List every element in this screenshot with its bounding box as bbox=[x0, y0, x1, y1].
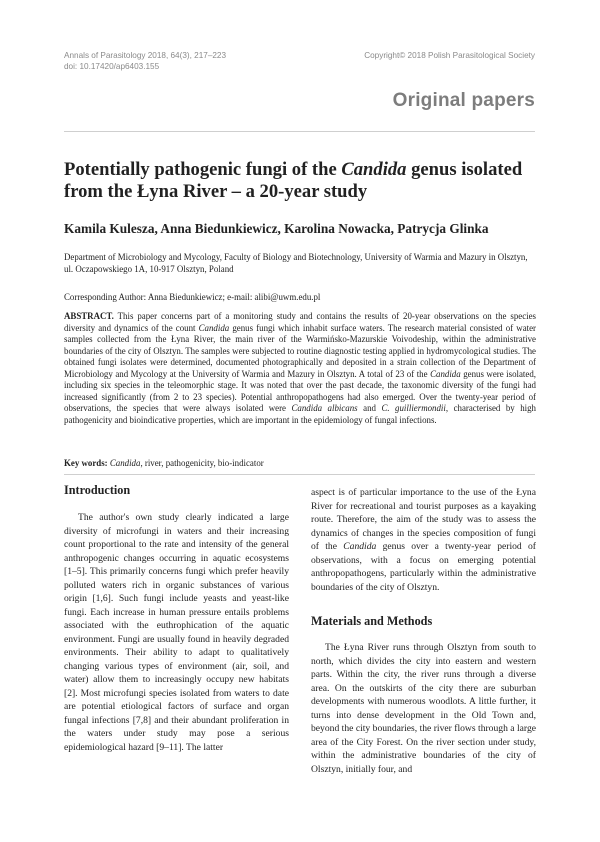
author-list: Kamila Kulesza, Anna Biedunkiewicz, Karolina Nowacka, Patrycja Glinka bbox=[64, 221, 489, 236]
header-divider bbox=[64, 131, 535, 132]
copyright-notice: Copyright© 2018 Polish Parasitological Society bbox=[364, 51, 535, 60]
materials-methods-heading: Materials and Methods bbox=[311, 614, 433, 628]
introduction-paragraph: The author's own study clearly indicated a large diversity of microfungi in waters and their increasing count proportional to the rate and intensity of the general anthropogenic changes occurring in aquatic ecosystems [1–5]. This primarily concerns fungi which prefer heavily polluted waters rich in organic substances of various origin [1,6]. Such fungi include yeasts and yeast-like fungi. Each increase in human pressure entails problems associated with the euthrophication of the aquatic environment. Fungi are usually found in heavily degraded environments. Their ability to adapt to qualitatively changing various types of environment (air, soil, and water) allow them to increasingly occupy new habitats [2]. Most microfungi species isolated from waters to date are potential etiological factors of surface and organ fungal infections [7,8] and their abundant proliferation in the waters under study may pose a serious epidemiological hazard [9–11]. The latter bbox=[64, 512, 289, 753]
introduction-continuation: aspect is of particular importance to the use of the Łyna River for recreational and tourist purposes as a kayaking route. Therefore, the aim of the study was to assess the dynamics of changes in the species composition of fungi of the Candida genus over a twenty-year period of observations, with a focus on emerging potential anthropopathogens, particularly within the administrative boundaries of the city of Olsztyn. bbox=[311, 487, 536, 593]
journal-header bbox=[64, 50, 226, 72]
body-divider bbox=[64, 474, 535, 475]
materials-methods-paragraph: The Łyna River runs through Olsztyn from south to north, which divides the city into eastern and western parts. Within the city, the river runs through a diverse area. On the outskirts of the city there are suburban developments with numerous woodlots. A little further, it turns into dense development in the Old Town and, beyond the city boundaries, the river flows through a large area of the City Forest. On the river section under study, within the administrative boundaries of the city of Olsztyn, initially four, and bbox=[311, 642, 536, 775]
journal-citation: Annals of Parasitology 2018, 64(3), 217–223 bbox=[64, 51, 227, 60]
introduction-heading: Introduction bbox=[64, 483, 131, 497]
abstract: ABSTRACT. This paper concerns part of a monitoring study and contains the results of 20-year observations on the species diversity and dynamics of the count Candida genus fungi which inhabit surface waters. The research material consisted of water samples collected from the Łyna River, the main river of the Warmińsko-Mazurskie Voivodeship, within the administrative boundaries of the city of Olsztyn. The samples were subjected to routine diagnostic testing applied in hydromycological studies. The obtained fungi isolates were determined, documented photographically and deposited in a strain collection of the Department of Microbiology and Mycology at the University of Warmia and Mazury in Olsztyn. A total of 23 of the Candida genus were isolated, including six species in the teleomorphic stage. It was noted that over the past decade, the taxonomic diversity of the fungi had increased significantly (from 2 to 23 species). Potential anthropopathogens had also emerged. Over the twenty-year period of observations, the species that were always isolated were Candida albicans and C. guilliermondii, characterised by high pathogenicity and bioindicative properties, which are important in the epidemiology of fungal infections. bbox=[64, 311, 536, 425]
materials-methods-section bbox=[311, 613, 536, 776]
doi: doi: 10.17420/ap6403.155 bbox=[64, 62, 160, 71]
affiliation: Department of Microbiology and Mycology, Faculty of Biology and Biotechnology, University of Warmia and Mazury in Olsztyn, ul. Oczapowskiego 1A, 10-917 Olsztyn, Poland bbox=[64, 252, 528, 274]
introduction-section bbox=[64, 482, 289, 754]
corresponding-author: Corresponding Author: Anna Biedunkiewicz; e-mail: alibi@uwm.edu.pl bbox=[64, 292, 321, 302]
abstract-label: ABSTRACT. bbox=[64, 311, 114, 321]
section-label: Original papers bbox=[392, 90, 535, 111]
keywords-label: Key words: bbox=[64, 458, 108, 468]
keywords: Key words: Candida, river, pathogenicity, bio-indicator bbox=[64, 458, 264, 468]
paper-title: Potentially pathogenic fungi of the Candida genus isolated from the Łyna River – a 20-year study bbox=[64, 159, 523, 202]
